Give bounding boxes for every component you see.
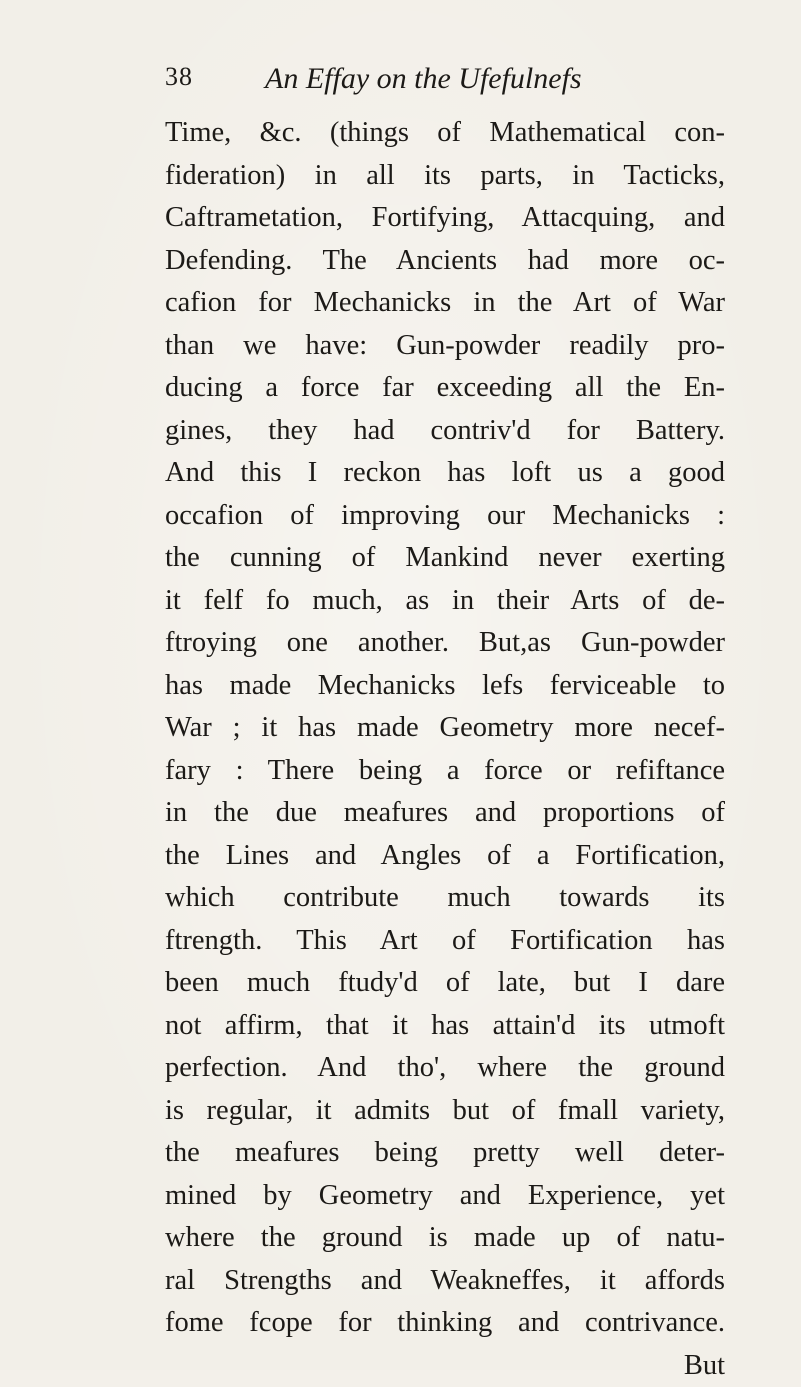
text-line: which contribute much towards its: [165, 877, 725, 920]
text-line: fideration) in all its parts, in Tacticks,: [165, 155, 725, 198]
text-line: Time, &c. (things of Mathematical con-: [165, 112, 725, 155]
text-line: mined by Geometry and Experience, yet: [165, 1175, 725, 1218]
catchword: But: [165, 1345, 725, 1387]
text-line: occafion of improving our Mechanicks :: [165, 495, 725, 538]
text-line: gines, they had contriv'd for Battery.: [165, 410, 725, 453]
text-line: ducing a force far exceeding all the En-: [165, 367, 725, 410]
running-head: An Effay on the Ufefulnefs: [265, 62, 582, 96]
text-line: the meafures being pretty well deter-: [165, 1132, 725, 1175]
text-line: War ; it has made Geometry more necef-: [165, 707, 725, 750]
page-number: 38: [165, 62, 193, 92]
text-line: the Lines and Angles of a Fortification,: [165, 835, 725, 878]
text-line: And this I reckon has loft us a good: [165, 452, 725, 495]
text-line: ftroying one another. But,as Gun-powder: [165, 622, 725, 665]
page-header: [165, 62, 725, 102]
text-line: fary : There being a force or refiftance: [165, 750, 725, 793]
text-line: Defending. The Ancients had more oc-: [165, 240, 725, 283]
text-line: been much ftudy'd of late, but I dare: [165, 962, 725, 1005]
text-line: has made Mechanicks lefs ferviceable to: [165, 665, 725, 708]
text-line: the cunning of Mankind never exerting: [165, 537, 725, 580]
text-line: it felf fo much, as in their Arts of de-: [165, 580, 725, 623]
text-line: perfection. And tho', where the ground: [165, 1047, 725, 1090]
text-line: ral Strengths and Weakneffes, it affords: [165, 1260, 725, 1303]
text-line: ftrength. This Art of Fortification has: [165, 920, 725, 963]
body-text: [165, 112, 725, 1387]
text-line: Caftrametation, Fortifying, Attacquing, and: [165, 197, 725, 240]
text-line: than we have: Gun-powder readily pro-: [165, 325, 725, 368]
text-line: in the due meafures and proportions of: [165, 792, 725, 835]
text-line: not affirm, that it has attain'd its utmoft: [165, 1005, 725, 1048]
text-line: fome fcope for thinking and contrivance.: [165, 1302, 725, 1345]
text-line: cafion for Mechanicks in the Art of War: [165, 282, 725, 325]
text-line: where the ground is made up of natu-: [165, 1217, 725, 1260]
text-line: is regular, it admits but of fmall variety,: [165, 1090, 725, 1133]
